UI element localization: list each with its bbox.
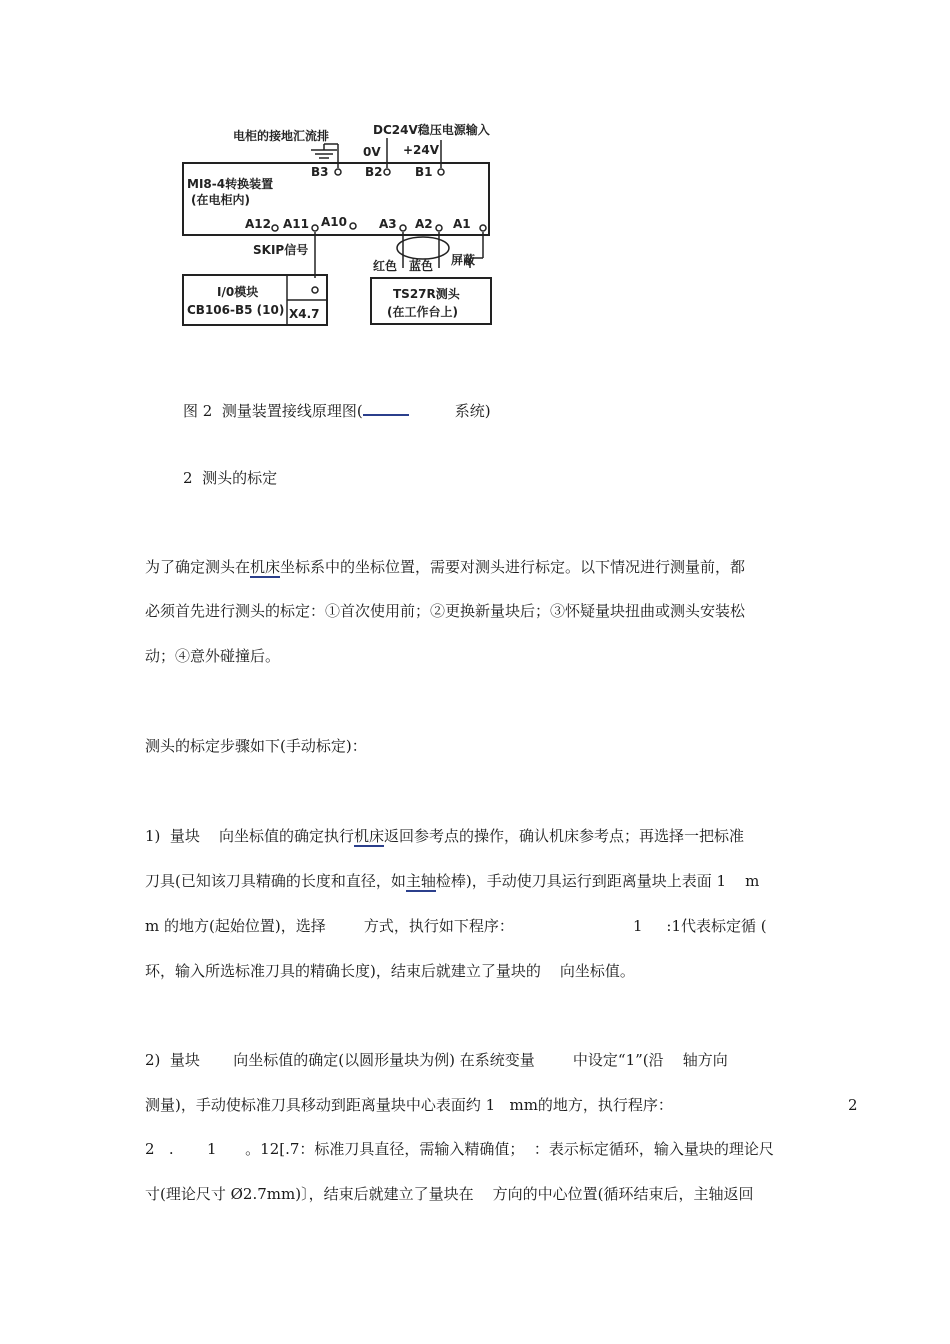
step1-text: 刀具(已知该刀具精确的长度和直径，如 [145, 872, 406, 890]
caption-blank [363, 400, 409, 416]
probe-location: (在工作台上) [387, 305, 458, 319]
converter-location: (在电柜内) [191, 193, 250, 207]
step1-text: 检棒)，手动使刀具运行到距离量块上表面 1 m [435, 872, 760, 890]
terminal-a11: A11 [283, 217, 309, 231]
shield-ellipse [397, 237, 449, 259]
spindle-link[interactable]: 主轴 [405, 872, 436, 890]
terminal-b2-dot [384, 169, 390, 175]
step1-text: 返回参考点的操作，确认机床参考点；再选择一把标准 [384, 827, 745, 845]
wiring-diagram-svg [175, 118, 515, 338]
step1-line1 [145, 826, 744, 846]
zero-v-label: 0V [363, 145, 381, 159]
terminal-b3-dot [335, 169, 341, 175]
skip-signal-label: SKIP信号 [253, 243, 309, 257]
caption-prefix: 图 2 测量装置接线原理图( [183, 402, 363, 420]
terminal-a2-dot [436, 225, 442, 231]
terminal-a3-dot [400, 225, 406, 231]
red-wire-label: 红色 [373, 259, 398, 273]
terminal-b3: B3 [311, 165, 329, 179]
plus-24v-label: +24V [403, 143, 440, 157]
caption-suffix: 系统) [454, 402, 491, 420]
step1-line2 [145, 871, 759, 891]
ground-bar-label: 电柜的接地汇流排 [233, 129, 330, 143]
terminal-a1: A1 [453, 217, 471, 231]
probe-name: TS27R测头 [393, 287, 460, 301]
power-input-label: DC24V稳压电源输入 [373, 123, 490, 137]
section-heading: 2 测头的标定 [183, 469, 278, 487]
blue-wire-label: 蓝色 [409, 259, 434, 273]
para1-text: 坐标系中的坐标位置，需要对测头进行标定。以下情况进行测量前，都 [280, 558, 746, 576]
machine-tool-link[interactable]: 机床 [354, 827, 385, 845]
step2-line2: 测量)，手动使标准刀具移动到距离量块中心表面约 1 mm的地方，执行程序： [145, 1096, 673, 1114]
terminal-a12-dot [272, 225, 278, 231]
para1-text: 为了确定测头在 [145, 558, 251, 576]
terminal-a2: A2 [415, 217, 433, 231]
converter-name: MI8-4转换装置 [187, 177, 274, 191]
terminal-a12: A12 [245, 217, 271, 231]
terminal-a10-dot [350, 223, 356, 229]
step2-line3: 2 . 1 。12[.7：标准刀具直径，需输入精确值； ：表示标定循环，输入量块的理论尺 [145, 1140, 774, 1158]
terminal-a10: A10 [321, 215, 347, 229]
shield-label: 屏蔽 [451, 253, 476, 267]
para1-line3: 动；④意外碰撞后。 [145, 647, 281, 665]
step1-line4: 环，输入所选标准刀具的精确长度)，结束后就建立了量块的 向坐标值。 [145, 962, 635, 980]
x47-terminal-dot [312, 287, 318, 293]
io-model-label: CB106-B5 (10) [187, 303, 285, 317]
step2-line4: 寸(理论尺寸 Ø2.7mm)〕，结束后就建立了量块在 方向的中心位置(循环结束后，主轴返回 [145, 1185, 754, 1203]
terminal-a1-dot [480, 225, 486, 231]
terminal-a3: A3 [379, 217, 397, 231]
para1-line1 [145, 557, 745, 577]
step1-text: 1) 量块 向坐标值的确定执行 [145, 827, 355, 845]
wiring-diagram [175, 118, 515, 338]
steps-intro: 测头的标定步骤如下(手动标定)： [145, 737, 367, 755]
io-port-label: X4.7 [289, 307, 320, 321]
step2-line2-right: 2 [848, 1096, 858, 1114]
step1-line3: m 的地方(起始位置)，选择 方式，执行如下程序： 1 :1代表标定循 ( [145, 917, 767, 935]
terminal-b1: B1 [415, 165, 433, 179]
terminal-a11-dot [312, 225, 318, 231]
terminal-b1-dot [438, 169, 444, 175]
para1-line2: 必须首先进行测头的标定：①首次使用前；②更换新量块后；③怀疑量块扭曲或测头安装松 [145, 602, 746, 620]
terminal-b2: B2 [365, 165, 383, 179]
machine-tool-link[interactable]: 机床 [250, 558, 281, 576]
figure-caption [183, 400, 491, 421]
step2-line1: 2) 量块 向坐标值的确定(以圆形量块为例) 在系统变量 中设定“1”(沿 轴方向 [145, 1051, 728, 1069]
io-module-label: I/0模块 [217, 285, 259, 299]
